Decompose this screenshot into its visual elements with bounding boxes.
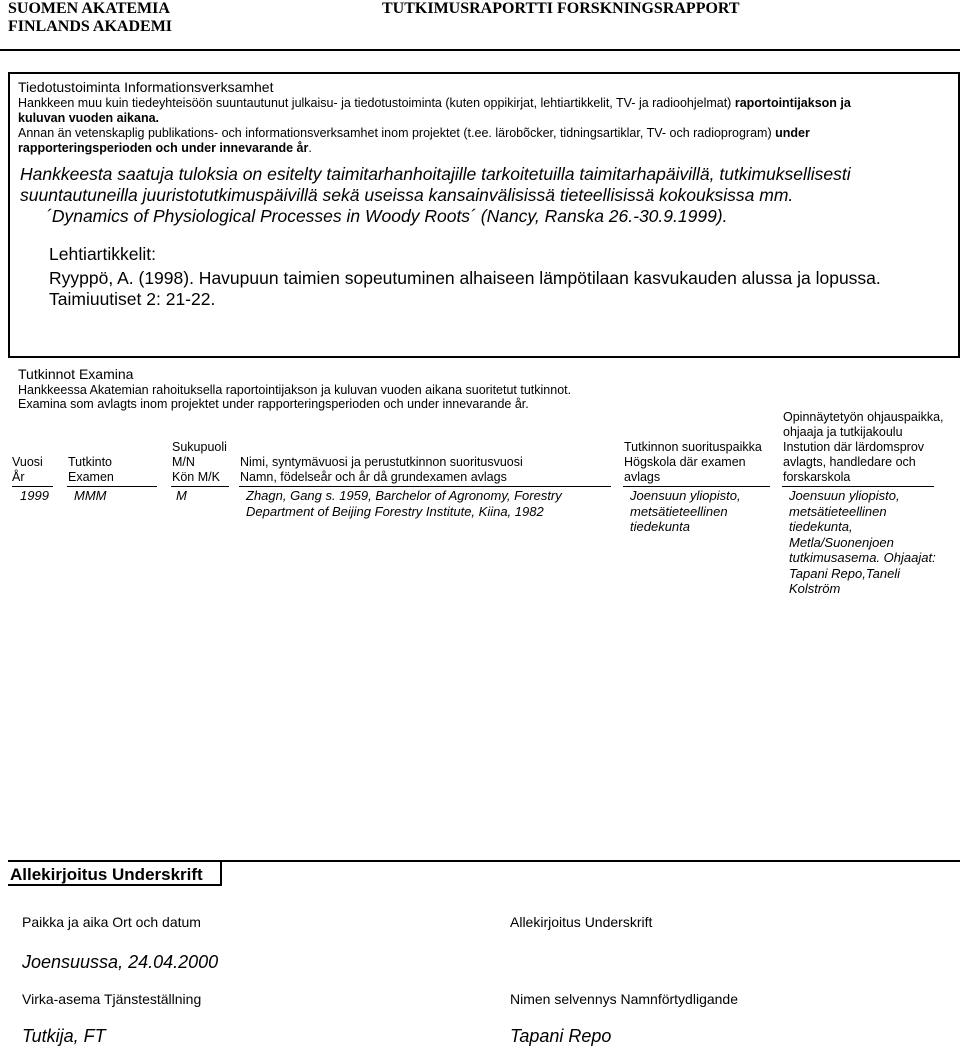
col-header-name bbox=[240, 455, 523, 485]
row-supervisor-line-2: metsätieteellinen bbox=[789, 503, 887, 519]
col-name-fi: Nimi, syntymävuosi ja perustutkinnon suoritusvuosi bbox=[240, 455, 523, 469]
col-gender-2: M/N bbox=[172, 455, 195, 469]
col-supervisor-4: avlagts, handledare och bbox=[783, 455, 916, 469]
col-header-gender bbox=[172, 440, 227, 485]
row-name bbox=[246, 488, 562, 519]
col-place-1: Tutkinnon suorituspaikka bbox=[624, 440, 762, 454]
signature-title: Allekirjoitus Underskrift bbox=[10, 865, 203, 884]
col-header-year bbox=[12, 455, 43, 485]
document-title: TUTKIMUSRAPORTTI FORSKNINGSRAPPORT bbox=[382, 0, 740, 17]
row-place-line-3: tiedekunta bbox=[630, 519, 690, 534]
org-name-fi: SUOMEN AKATEMIA bbox=[8, 0, 170, 17]
degrees-desc-fi: Hankkeessa Akatemian rahoituksella raportointijakson ja kuluvan vuoden aikana suoritetut tutkinnot. bbox=[18, 383, 572, 397]
instructions-fi-bold: raportointijakson ja bbox=[734, 96, 851, 110]
col-rule-gender bbox=[171, 486, 229, 487]
col-degree-sv: Examen bbox=[68, 470, 114, 484]
name-clarification-label: Nimen selvennys Namnförtydligande bbox=[510, 991, 738, 1007]
instructions-sv-bold-2: rapporteringsperioden och under innevarande år bbox=[18, 141, 309, 155]
degrees-title: Tutkinnot Examina bbox=[18, 366, 134, 382]
row-gender: M bbox=[176, 488, 187, 503]
header-divider bbox=[0, 49, 960, 51]
article-line-1: Ryyppö, A. (1998). Havupuun taimien sopeutuminen alhaiseen lämpötilaan kasvukauden alussa ja lopussa. bbox=[49, 268, 881, 288]
place-date-value[interactable]: Joensuussa, 24.04.2000 bbox=[22, 952, 219, 972]
row-place bbox=[630, 488, 741, 535]
col-year-fi: Vuosi bbox=[12, 455, 43, 469]
col-gender-1: Sukupuoli bbox=[172, 440, 227, 454]
dissemination-title: Tiedotustoiminta Informationsverksamhet bbox=[18, 79, 274, 95]
col-supervisor-5: forskarskola bbox=[783, 470, 851, 484]
row-name-line-1: Zhagn, Gang s. 1959, Barchelor of Agronomy, Forestry bbox=[246, 488, 562, 503]
dissemination-instructions-fi bbox=[18, 96, 948, 126]
row-supervisor-line-7: Kolström bbox=[789, 581, 841, 596]
row-supervisor-line-3: tiedekunta, bbox=[789, 519, 853, 534]
instructions-fi-text: Hankkeen muu kuin tiedeyhteisöön suuntautunut julkaisu- ja tiedotustoiminta (kuten oppikirjat, lehtiartikkelit, TV- ja radioohjelmat) bbox=[18, 96, 735, 110]
degrees-desc-sv: Examina som avlagts inom projektet under rapporteringsperioden och under innevarande år. bbox=[18, 397, 529, 411]
col-place-3: avlags bbox=[624, 470, 661, 484]
row-year: 1999 bbox=[20, 488, 49, 503]
row-place-line-2: metsätieteellinen bbox=[630, 503, 728, 519]
col-header-supervisor bbox=[783, 410, 944, 485]
name-clarification-value[interactable]: Tapani Repo bbox=[510, 1026, 612, 1046]
row-supervisor-line-1: Joensuun yliopisto, bbox=[789, 488, 900, 503]
dissemination-body-line-1: Hankkeesta saatuja tuloksia on esitelty taimitarhanhoitajille tarkoitetuilla taimitarhapäivillä, tutkimuksellisesti bbox=[20, 164, 851, 184]
instructions-sv-end: . bbox=[308, 141, 312, 155]
col-supervisor-2: ohjaaja ja tutkijakoulu bbox=[783, 425, 903, 439]
row-supervisor-line-6: Tapani Repo,Taneli bbox=[789, 565, 901, 581]
col-header-degree bbox=[68, 455, 114, 485]
col-rule-year bbox=[12, 486, 53, 487]
col-rule-degree bbox=[67, 486, 157, 487]
position-value[interactable]: Tutkija, FT bbox=[22, 1026, 106, 1046]
col-rule-place bbox=[623, 486, 770, 487]
article-line-2: Taimiuutiset 2: 21-22. bbox=[49, 289, 216, 309]
col-header-place bbox=[624, 440, 762, 485]
col-name-sv: Namn, födelseår och år då grundexamen avlags bbox=[240, 470, 507, 484]
row-supervisor-line-5: tutkimusasema. Ohjaajat: bbox=[789, 550, 936, 565]
instructions-sv-text: Annan än vetenskaplig publikations- och informationsverksamhet inom projektet (t.ee. lärobõcker, tidningsartiklar, TV- och radioprogram) bbox=[18, 126, 776, 140]
place-date-label: Paikka ja aika Ort och datum bbox=[22, 914, 201, 930]
col-degree-fi: Tutkinto bbox=[68, 455, 113, 469]
row-supervisor-line-4: Metla/Suonenjoen bbox=[789, 534, 894, 550]
row-degree: MMM bbox=[74, 488, 107, 503]
col-year-sv: År bbox=[12, 470, 25, 484]
row-supervisor bbox=[789, 488, 936, 597]
col-place-2: Högskola där examen bbox=[624, 455, 746, 469]
col-gender-3: Kön M/K bbox=[172, 470, 220, 484]
signature-label: Allekirjoitus Underskrift bbox=[510, 914, 653, 930]
row-name-line-2: Department of Beijing Forestry Institute, Kiina, 1982 bbox=[246, 503, 544, 519]
dissemination-body-line-2: suuntautuneilla juuristotutkimuspäivillä sekä useissa kansainvälisissä tieteellisissä kokouksissa mm. bbox=[20, 185, 794, 205]
instructions-sv-bold: under bbox=[775, 126, 810, 140]
col-supervisor-3: Instution där lärdomsprov bbox=[783, 440, 925, 454]
dissemination-body-line-3: ´Dynamics of Physiological Processes in Woody Roots´ (Nancy, Ranska 26.-30.9.1999). bbox=[46, 206, 728, 226]
position-label: Virka-asema Tjänsteställning bbox=[22, 991, 202, 1007]
row-place-line-1: Joensuun yliopisto, bbox=[630, 488, 741, 503]
col-supervisor-1: Opinnäytetyön ohjauspaikka, bbox=[783, 410, 944, 424]
col-rule-name bbox=[239, 486, 611, 487]
col-rule-supervisor bbox=[782, 486, 934, 487]
articles-heading: Lehtiartikkelit: bbox=[49, 244, 156, 264]
instructions-fi-bold-2: kuluvan vuoden aikana. bbox=[18, 111, 160, 125]
dissemination-instructions-sv bbox=[18, 126, 948, 156]
org-name-sv: FINLANDS AKADEMI bbox=[8, 18, 173, 35]
